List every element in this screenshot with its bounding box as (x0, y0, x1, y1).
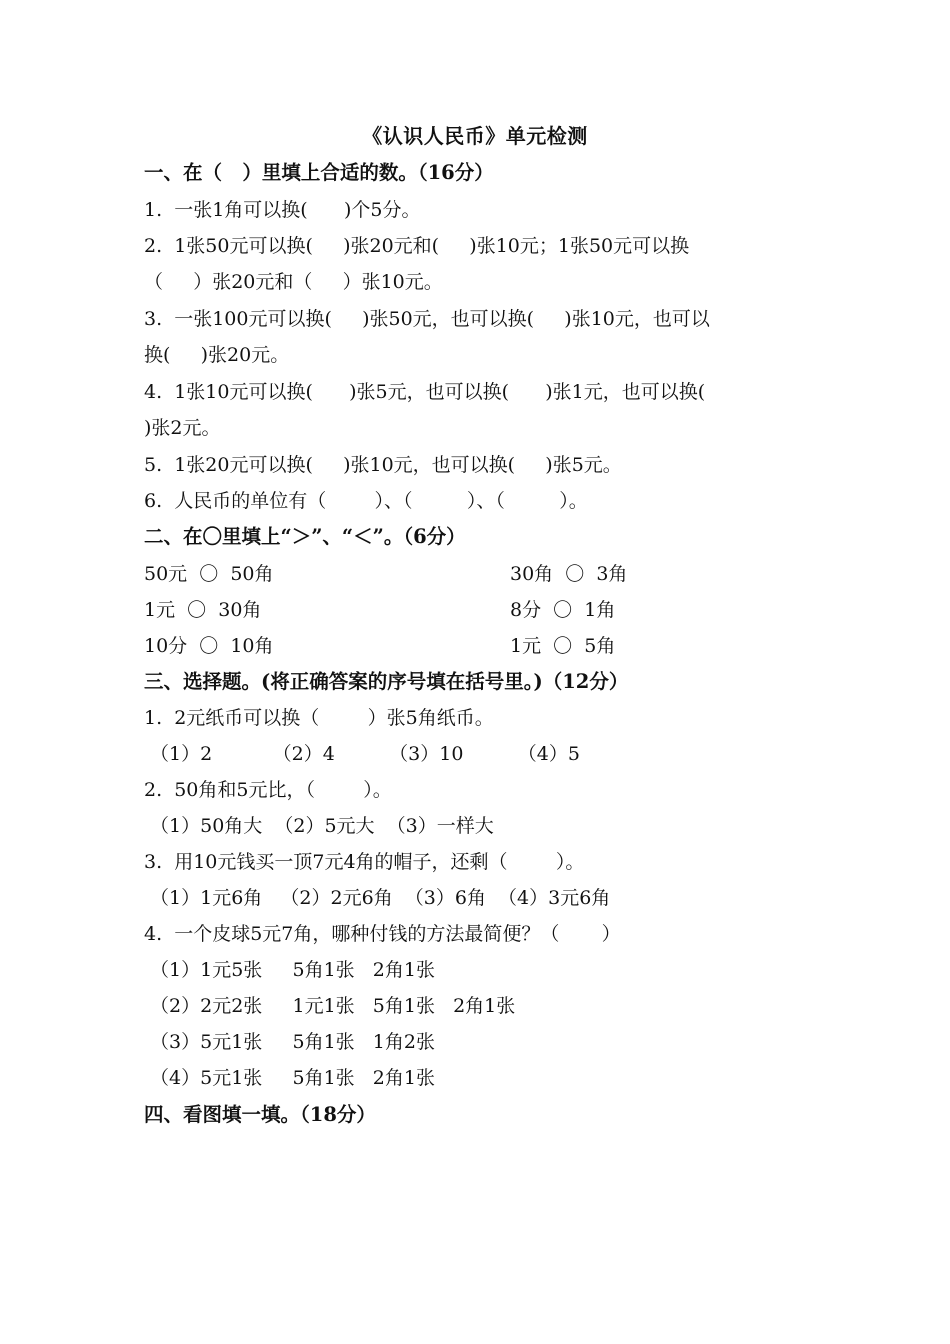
section-3-heading: 三、选择题。(将正确答案的序号填在括号里。)（12分） (144, 670, 629, 693)
question-3-4-option-1: （1）1元5张 5角1张 2角1张 (144, 959, 435, 981)
question-3-4-option-4: （4）5元1张 5角1张 2角1张 (144, 1067, 435, 1089)
question-3-4-option-3: （3）5元1张 5角1张 1角2张 (144, 1031, 435, 1053)
question-3-3: 3. 用10元钱买一顶7元4角的帽子，还剩（ ）。 (144, 851, 585, 873)
section-1-heading: 一、在（ ）里填上合适的数。（16分） (144, 161, 494, 184)
question-1-2-line-2: （ ）张20元和（ ）张10元。 (144, 271, 443, 293)
question-3-4: 4. 一个皮球5元7角，哪种付钱的方法最简便？（ ） (144, 923, 621, 945)
question-1-4-line-2: )张2元。 (144, 417, 221, 439)
question-3-1-options: （1）2 （2）4 （3）10 （4）5 (144, 743, 580, 765)
page-title: 《认识人民币》单元检测 (362, 124, 588, 148)
section-4-heading: 四、看图填一填。（18分） (144, 1103, 376, 1126)
compare-item-right: 30角 〇 3角 (510, 563, 628, 585)
question-3-2-options: （1）50角大 （2）5元大 （3）一样大 (144, 815, 494, 837)
question-1-4-line-1: 4. 1张10元可以换( )张5元，也可以换( )张1元，也可以换( (144, 381, 706, 403)
question-1-1: 1. 一张1角可以换( )个5分。 (144, 199, 421, 221)
question-1-3-line-1: 3. 一张100元可以换( )张50元，也可以换( )张10元，也可以 (144, 308, 710, 330)
question-1-6: 6. 人民币的单位有（ ）、（ ）、（ ）。 (144, 490, 588, 512)
question-1-2-line-1: 2. 1张50元可以换( )张20元和( )张10元；1张50元可以换 (144, 235, 690, 257)
compare-item-left: 1元 〇 30角 (144, 599, 262, 621)
compare-item-left: 50元 〇 50角 (144, 563, 274, 585)
compare-item-left: 10分 〇 10角 (144, 635, 274, 657)
question-3-3-options: （1）1元6角 （2）2元6角 （3）6角 （4）3元6角 (144, 887, 611, 909)
question-3-1: 1. 2元纸币可以换（ ）张5角纸币。 (144, 707, 494, 729)
question-1-5: 5. 1张20元可以换( )张10元，也可以换( )张5元。 (144, 454, 622, 476)
section-2-heading: 二、在〇里填上“＞”、“＜”。（6分） (144, 525, 466, 548)
question-3-2: 2. 50角和5元比，（ ）。 (144, 779, 392, 801)
question-1-3-line-2: 换( )张20元。 (144, 344, 290, 366)
question-3-4-option-2: （2）2元2张 1元1张 5角1张 2角1张 (144, 995, 516, 1017)
compare-item-right: 1元 〇 5角 (510, 635, 616, 657)
compare-item-right: 8分 〇 1角 (510, 599, 616, 621)
